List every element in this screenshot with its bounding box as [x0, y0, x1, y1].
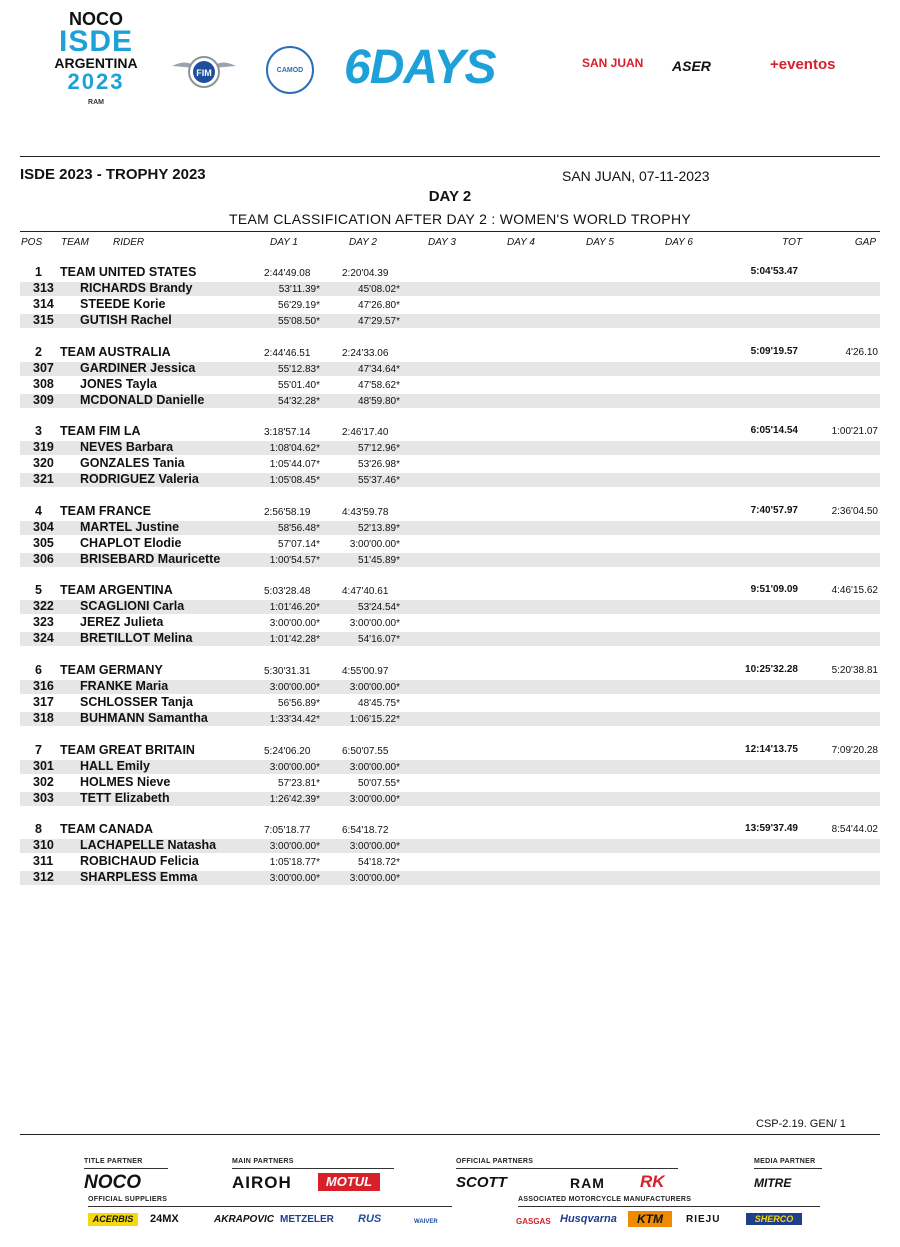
rider-number: 316: [33, 679, 54, 693]
rider-day1-time: 55'01.40*: [278, 380, 320, 391]
rider-day1-time: 58'56.48*: [278, 523, 320, 534]
rus-logo: RUS: [358, 1213, 382, 1225]
team-day2-time: 2:46'17.40: [342, 427, 389, 438]
logo-year-text: 2023: [67, 69, 125, 94]
team-day2-time: 6:50'07.55: [342, 746, 389, 757]
rider-name: JEREZ Julieta: [80, 615, 164, 629]
team-day1-time: 5:03'28.48: [264, 586, 311, 597]
rider-day2-time: 55'37.46*: [358, 475, 400, 486]
rider-number: 318: [33, 711, 54, 725]
aser-logo: ASER: [672, 58, 711, 74]
rider-name: MARTEL Justine: [80, 520, 180, 534]
rider-name: ROBICHAUD Felicia: [80, 854, 199, 868]
document-code: CSP-2.19. GEN/ 1: [756, 1118, 846, 1130]
rider-day2-time: 3:00'00.00*: [349, 873, 400, 884]
rider-number: 303: [33, 791, 54, 805]
team-gap: 1:00'21.07: [831, 426, 878, 437]
team-day1-time: 2:44'49.08: [264, 268, 311, 279]
rider-day1-time: 1:05'18.77*: [269, 857, 320, 868]
team-position: 3: [35, 424, 42, 438]
rider-number: 302: [33, 775, 54, 789]
rider-name: GONZALES Tania: [80, 456, 185, 470]
rider-number: 312: [33, 870, 54, 884]
six-days-logo: 6DAYS: [344, 41, 496, 94]
rider-day2-time: 47'26.80*: [358, 300, 400, 311]
col-header-tot: TOT: [782, 237, 802, 248]
24mx-logo: 24MX: [150, 1213, 179, 1225]
rider-name: RICHARDS Brandy: [80, 281, 193, 295]
rider-day2-time: 53'26.98*: [358, 459, 400, 470]
team-total-time: 7:40'57.97: [750, 505, 798, 516]
col-header-team: TEAM: [61, 237, 89, 248]
rider-day2-time: 54'16.07*: [358, 634, 400, 645]
husqvarna-logo: Husqvarna: [560, 1213, 617, 1225]
rider-name: SCHLOSSER Tanja: [80, 695, 193, 709]
team-gap: 8:54'44.02: [831, 824, 878, 835]
rider-day2-time: 3:00'00.00*: [349, 794, 400, 805]
rider-day2-time: 52'13.89*: [358, 523, 400, 534]
noco-logo: NOCO: [84, 1172, 141, 1193]
rider-number: 320: [33, 456, 54, 470]
rider-name: JONES Tayla: [80, 377, 157, 391]
manufacturers-line: [518, 1206, 820, 1207]
rider-day2-time: 57'12.96*: [358, 443, 400, 454]
rider-day2-time: 53'24.54*: [358, 602, 400, 613]
team-name: TEAM FRANCE: [60, 504, 151, 518]
team-day1-time: 5:30'31.31: [264, 666, 311, 677]
rider-name: BUHMANN Samantha: [80, 711, 208, 725]
official-suppliers-label: OFFICIAL SUPPLIERS: [88, 1196, 168, 1203]
rider-number: 307: [33, 361, 54, 375]
rider-number: 310: [33, 838, 54, 852]
team-position: 6: [35, 663, 42, 677]
mitre-logo: MITRE: [754, 1176, 792, 1190]
rider-name: CHAPLOT Elodie: [80, 536, 182, 550]
team-name: TEAM UNITED STATES: [60, 265, 197, 279]
fim-logo-text: FIM: [196, 68, 212, 78]
metzeler-logo: METZELER: [280, 1214, 334, 1225]
rider-name: SCAGLIONI Carla: [80, 599, 185, 613]
rider-number: 317: [33, 695, 54, 709]
team-position: 8: [35, 822, 42, 836]
rider-day1-time: 3:00'00.00*: [269, 682, 320, 693]
rider-name: STEEDE Korie: [80, 297, 166, 311]
rider-day1-time: 1:05'44.07*: [269, 459, 320, 470]
team-total-time: 6:05'14.54: [750, 425, 798, 436]
official-partners-label: OFFICIAL PARTNERS: [456, 1158, 534, 1165]
gasgas-logo: GASGAS: [516, 1217, 551, 1226]
rider-day1-time: 56'56.89*: [278, 698, 320, 709]
rieju-logo: RIEJU: [686, 1214, 721, 1225]
rider-day1-time: 57'23.81*: [278, 778, 320, 789]
rider-name: FRANKE Maria: [80, 679, 169, 693]
team-total-time: 5:04'53.47: [750, 266, 798, 277]
team-total-time: 12:14'13.75: [745, 744, 798, 755]
col-header-day1: DAY 1: [270, 237, 298, 248]
rider-number: 309: [33, 393, 54, 407]
document-title: ISDE 2023 - TROPHY 2023: [20, 166, 206, 183]
rider-number: 314: [33, 297, 54, 311]
footer-divider: [20, 1134, 880, 1135]
rider-day2-time: 3:00'00.00*: [349, 539, 400, 550]
team-gap: 4'26.10: [845, 347, 878, 358]
team-day2-time: 2:24'33.06: [342, 348, 389, 359]
rider-day2-time: 3:00'00.00*: [349, 841, 400, 852]
rider-day1-time: 3:00'00.00*: [269, 618, 320, 629]
col-header-day2: DAY 2: [349, 237, 377, 248]
rider-day1-time: 1:00'54.57*: [269, 555, 320, 566]
team-day1-time: 2:44'46.51: [264, 348, 311, 359]
main-partners-line: [232, 1168, 394, 1169]
rider-number: 311: [33, 854, 54, 868]
header-divider: [20, 156, 880, 157]
rider-number: 313: [33, 281, 54, 295]
team-position: 2: [35, 345, 42, 359]
col-header-day5: DAY 5: [586, 237, 614, 248]
logo-argentina-text: ARGENTINA: [54, 55, 138, 71]
rider-day1-time: 3:00'00.00*: [269, 762, 320, 773]
sherco-logo: SHERCO: [746, 1213, 802, 1225]
col-header-rider: RIDER: [113, 237, 145, 248]
waiver-logo: WAIVER: [414, 1219, 438, 1225]
team-position: 1: [35, 265, 42, 279]
main-partners-label: MAIN PARTNERS: [232, 1158, 294, 1165]
rider-day1-time: 56'29.19*: [278, 300, 320, 311]
rider-name: GUTISH Rachel: [80, 313, 172, 327]
team-gap: 7:09'20.28: [831, 745, 878, 756]
rider-day2-time: 48'59.80*: [358, 396, 400, 407]
team-total-time: 5:09'19.57: [750, 346, 798, 357]
manufacturers-label: ASSOCIATED MOTORCYCLE MANUFACTURERS: [518, 1196, 692, 1203]
rider-number: 305: [33, 536, 54, 550]
team-gap: 5:20'38.81: [831, 665, 878, 676]
team-name: TEAM AUSTRALIA: [60, 345, 171, 359]
col-header-day6: DAY 6: [665, 237, 693, 248]
rider-name: NEVES Barbara: [80, 440, 174, 454]
rider-day1-time: 53'11.39*: [278, 284, 320, 295]
rider-day1-time: 55'12.83*: [278, 364, 320, 375]
team-day2-time: 4:55'00.97: [342, 666, 389, 677]
rider-day2-time: 48'45.75*: [358, 698, 400, 709]
airoh-logo: AIROH: [232, 1173, 292, 1192]
team-day2-time: 6:54'18.72: [342, 825, 389, 836]
rider-day1-time: 54'32.28*: [278, 396, 320, 407]
ktm-logo: KTM: [628, 1211, 672, 1227]
team-day1-time: 3:18'57.14: [264, 427, 311, 438]
rider-day1-time: 3:00'00.00*: [269, 841, 320, 852]
rider-day2-time: 47'29.57*: [358, 316, 400, 327]
rider-day2-time: 1:06'15.22*: [349, 714, 400, 725]
rider-name: LACHAPELLE Natasha: [80, 838, 217, 852]
rider-day2-time: 47'34.64*: [358, 364, 400, 375]
rider-number: 324: [33, 631, 54, 645]
team-name: TEAM GERMANY: [60, 663, 163, 677]
rider-day2-time: 3:00'00.00*: [349, 618, 400, 629]
rider-number: 319: [33, 440, 54, 454]
isde-logo: [46, 10, 146, 106]
rider-number: 308: [33, 377, 54, 391]
motul-logo: MOTUL: [318, 1173, 380, 1191]
team-name: TEAM FIM LA: [60, 424, 141, 438]
rider-day1-time: 1:01'42.28*: [269, 634, 320, 645]
rider-name: HALL Emily: [80, 759, 150, 773]
team-position: 4: [35, 504, 42, 518]
col-header-pos: POS: [21, 237, 43, 248]
team-day1-time: 5:24'06.20: [264, 746, 311, 757]
rider-day2-time: 3:00'00.00*: [349, 682, 400, 693]
eventos-logo: +eventos: [770, 56, 836, 73]
classification-subtitle: TEAM CLASSIFICATION AFTER DAY 2 : WOMEN'S WORLD TROPHY: [228, 211, 691, 227]
team-position: 7: [35, 743, 42, 757]
title-divider: [20, 231, 880, 232]
rider-name: TETT Elizabeth: [80, 791, 170, 805]
team-total-time: 13:59'37.49: [745, 823, 798, 834]
rider-day2-time: 54'18.72*: [358, 857, 400, 868]
team-day2-time: 4:43'59.78: [342, 507, 389, 518]
rider-name: RODRIGUEZ Valeria: [80, 472, 199, 486]
team-gap: 2:36'04.50: [831, 506, 878, 517]
title-partner-line: [84, 1168, 168, 1169]
rider-number: 323: [33, 615, 54, 629]
location-date: SAN JUAN, 07-11-2023: [562, 168, 710, 184]
rider-day2-time: 47'58.62*: [358, 380, 400, 391]
team-total-time: 10:25'32.28: [745, 664, 798, 675]
rider-number: 315: [33, 313, 54, 327]
rider-day1-time: 1:01'46.20*: [269, 602, 320, 613]
team-name: TEAM GREAT BRITAIN: [60, 743, 195, 757]
team-name: TEAM CANADA: [60, 822, 154, 836]
team-day2-time: 4:47'40.61: [342, 586, 389, 597]
rider-number: 322: [33, 599, 54, 613]
rider-name: GARDINER Jessica: [80, 361, 196, 375]
team-day1-time: 2:56'58.19: [264, 507, 311, 518]
media-partner-line: [754, 1168, 822, 1169]
rider-day2-time: 45'08.02*: [358, 284, 400, 295]
col-header-gap: GAP: [854, 237, 876, 248]
rider-day1-time: 57'07.14*: [278, 539, 320, 550]
team-gap: 4:46'15.62: [831, 585, 878, 596]
rider-name: HOLMES Nieve: [80, 775, 171, 789]
scott-logo: SCOTT: [456, 1174, 507, 1191]
rider-day2-time: 3:00'00.00*: [349, 762, 400, 773]
san-juan-logo: SAN JUAN: [582, 56, 644, 70]
media-partner-label: MEDIA PARTNER: [754, 1158, 816, 1165]
rider-name: BRETILLOT Melina: [80, 631, 193, 645]
official-suppliers-line: [88, 1206, 452, 1207]
rider-day1-time: 1:08'04.62*: [269, 443, 320, 454]
logo-ram-text: RAM: [88, 99, 104, 106]
camod-logo-text: CAMOD: [276, 66, 304, 74]
rider-name: SHARPLESS Emma: [80, 870, 198, 884]
logo-isde-text: ISDE: [58, 25, 134, 58]
rk-logo: RK: [640, 1172, 665, 1191]
team-position: 5: [35, 583, 42, 597]
rider-day2-time: 50'07.55*: [358, 778, 400, 789]
rider-number: 306: [33, 552, 54, 566]
akrapovic-logo: AKRAPOVIC: [214, 1214, 275, 1225]
official-partners-line: [456, 1168, 678, 1169]
col-header-day4: DAY 4: [507, 237, 535, 248]
rider-name: MCDONALD Danielle: [80, 393, 205, 407]
team-name: TEAM ARGENTINA: [60, 583, 173, 597]
team-day1-time: 7:05'18.77: [264, 825, 311, 836]
rider-number: 321: [33, 472, 54, 486]
logo-noco-text: NOCO: [69, 9, 123, 29]
team-day2-time: 2:20'04.39: [342, 268, 389, 279]
acerbis-logo: ACERBIS: [88, 1213, 138, 1226]
rider-day2-time: 51'45.89*: [358, 555, 400, 566]
rider-day1-time: 1:05'08.45*: [269, 475, 320, 486]
rider-number: 301: [33, 759, 54, 773]
col-header-day3: DAY 3: [428, 237, 456, 248]
rider-day1-time: 55'08.50*: [278, 316, 320, 327]
title-partner-label: TITLE PARTNER: [84, 1158, 143, 1165]
day-heading: DAY 2: [428, 188, 472, 205]
rider-day1-time: 1:33'34.42*: [269, 714, 320, 725]
rider-day1-time: 3:00'00.00*: [269, 873, 320, 884]
rider-name: BRISEBARD Mauricette: [80, 552, 221, 566]
rider-number: 304: [33, 520, 54, 534]
camod-logo: [266, 46, 314, 94]
team-total-time: 9:51'09.09: [750, 584, 798, 595]
ram-logo: RAM: [570, 1175, 605, 1191]
rider-day1-time: 1:26'42.39*: [269, 794, 320, 805]
fim-logo: [170, 52, 238, 92]
